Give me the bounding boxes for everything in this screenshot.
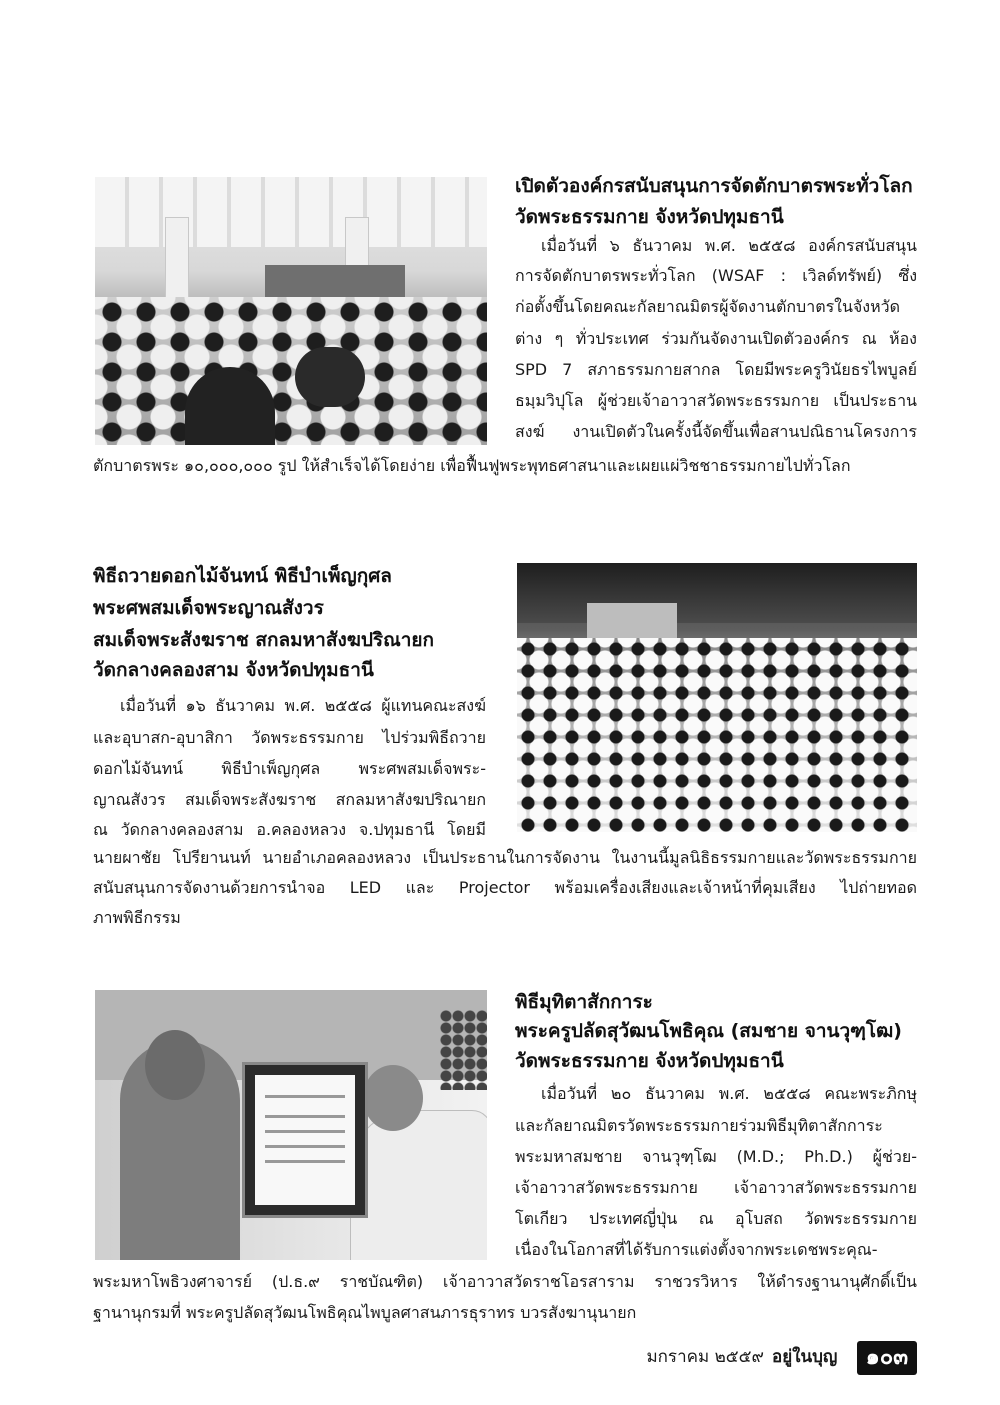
section-2-body-line: เมื่อวันที่ ๑๖ ธันวาคม พ.ศ. ๒๕๕๘ ผู้แทนคณะสงฆ์ (120, 696, 486, 715)
section-3-body-line: เมื่อวันที่ ๒๐ ธันวาคม พ.ศ. ๒๕๕๘ คณะพระภิกษุ (541, 1084, 917, 1103)
photo-wsaf-opening-event (95, 177, 487, 445)
section-3-body-line: พระมหาสมชาย จานวุฑฺโฒ (M.D.; Ph.D.) ผู้ช่วย- (515, 1147, 917, 1166)
photo-mutita-ceremony-certificate (95, 990, 487, 1260)
section-1-body-line: ธมฺมวิปุโล ผู้ช่วยเจ้าอาวาสวัดพระธรรมกาย เป็นประธาน (515, 391, 917, 410)
section-3-full-line: ฐานานุกรมที่ พระครูปลัดสุวัฒนโพธิคุณไพบูลศาสนภารธุราทร บวรสังฆานุนายก (93, 1303, 637, 1322)
photo-funeral-ceremony-crowd (517, 563, 917, 832)
section-2-full-line: สนับสนุนการจัดงานด้วยการนำจอ LED และ Projector พร้อมเครื่องเสียงและเจ้าหน้าที่คุมเสียง ไปถ่ายทอด (93, 878, 917, 897)
section-3-body-line: และกัลยาณมิตรวัดพระธรรมกายร่วมพิธีมุทิตาสักการะ (515, 1116, 883, 1135)
section-2-full-line: นายผาชัย โปรียานนท์ นายอำเภอคลองหลวง เป็นประธานในการจัดงาน ในงานนี้มูลนิธิธรรมกายและวัดพระธรรมกาย (93, 848, 917, 867)
section-2-title-line-4: วัดกลางคลองสาม จังหวัดปทุมธานี (93, 659, 374, 681)
section-2-body-line: และอุบาสก-อุบาสิกา วัดพระธรรมกาย ไปร่วมพิธีถวาย (93, 728, 486, 747)
section-2-body-line: ญาณสังวร สมเด็จพระสังฆราช สกลมหาสังฆปริณายก (93, 790, 486, 809)
section-2-title-line-3: สมเด็จพระสังฆราช สกลมหาสังฆปริณายก (93, 629, 435, 651)
section-1-full-line: ตักบาตรพระ ๑๐,๐๐๐,๐๐๐ รูป ให้สำเร็จได้โดยง่าย เพื่อฟื้นฟูพระพุทธศาสนาและเผยแผ่วิชชาธรรมกายไปทั่วโลก (93, 456, 851, 475)
footer-magazine-name: อยู่ในบุญ (772, 1347, 838, 1367)
section-2-title-line-1: พิธีถวายดอกไม้จันทน์ พิธีบำเพ็ญกุศล (93, 565, 392, 587)
section-3-body-line: เจ้าอาวาสวัดพระธรรมกาย เจ้าอาวาสวัดพระธรรมกาย (515, 1178, 917, 1197)
section-3-body-line: เนื่องในโอกาสที่ได้รับการแต่งตั้งจากพระเดชพระคุณ- (515, 1240, 878, 1259)
section-1-body-line: SPD 7 สภาธรรมกายสากล โดยมีพระครูวินัยธรไพบูลย์ (515, 360, 917, 379)
section-1-body-line: เมื่อวันที่ ๖ ธันวาคม พ.ศ. ๒๕๕๘ องค์กรสนับสนุน (541, 236, 917, 255)
footer-issue-date: มกราคม ๒๕๕๙ (646, 1347, 764, 1367)
section-3-full-line: พระมหาโพธิวงศาจารย์ (ป.ธ.๙ ราชบัณฑิต) เจ้าอาวาสวัดราชโอรสาราม ราชวรวิหาร ให้ดำรงฐานานุศักดิ์เป็น (93, 1272, 917, 1291)
section-1-body-line: สงฆ์ งานเปิดตัวในครั้งนี้จัดขึ้นเพื่อสานปณิธานโครงการ (515, 422, 917, 441)
section-2-title-line-2: พระศพสมเด็จพระญาณสังวร (93, 597, 324, 619)
section-3-body-line: โตเกียว ประเทศญี่ปุ่น ณ อุโบสถ วัดพระธรรมกาย (515, 1209, 917, 1228)
section-2-full-line: ภาพพิธีกรรม (93, 908, 181, 927)
section-1-title-line-2: วัดพระธรรมกาย จังหวัดปทุมธานี (515, 206, 784, 228)
section-3-title-line-1: พิธีมุทิตาสักการะ (515, 991, 653, 1013)
page-number: ๑๐๓ (857, 1341, 917, 1375)
section-1-body-line: ต่าง ๆ ทั่วประเทศ ร่วมกันจัดงานเปิดตัวองค์กร ณ ห้อง (515, 329, 917, 348)
section-1-body-line: ก่อตั้งขึ้นโดยคณะกัลยาณมิตรผู้จัดงานตักบาตรในจังหวัด (515, 297, 901, 316)
section-1-body-line: การจัดตักบาตรพระทั่วโลก (WSAF : เวิลด์ทรัพย์) ซึ่ง (515, 266, 917, 285)
section-3-title-line-2: พระครูปลัดสุวัฒนโพธิคุณ (สมชาย จานวุฑฺโฒ) (515, 1020, 902, 1042)
section-3-title-line-3: วัดพระธรรมกาย จังหวัดปทุมธานี (515, 1050, 784, 1072)
section-2-body-line: ณ วัดกลางคลองสาม อ.คลองหลวง จ.ปทุมธานี โดยมี (93, 820, 486, 839)
section-2-body-line: ดอกไม้จันทน์ พิธีบำเพ็ญกุศล พระศพสมเด็จพระ- (93, 759, 486, 778)
section-1-title-line-1: เปิดตัวองค์กรสนับสนุนการจัดตักบาตรพระทั่วโลก (515, 175, 913, 197)
